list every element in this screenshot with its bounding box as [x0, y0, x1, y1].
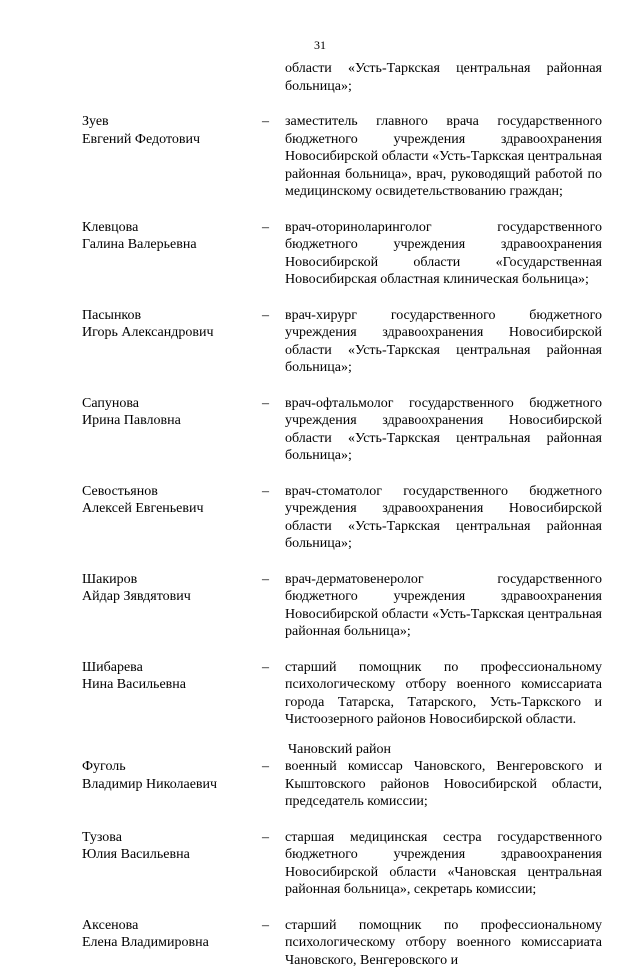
member-name — [82, 113, 252, 148]
member-given-name: Алексей Евгеньевич — [82, 500, 252, 518]
member-name — [82, 571, 252, 606]
member-name — [82, 758, 252, 793]
dash: – — [262, 829, 269, 847]
member-position: врач-офтальмолог государственного бюджетного учреждения здравоохранения Новосибирской области «Усть-Таркская центральная районная больница»; — [285, 395, 602, 465]
member-surname: Севостьянов — [82, 483, 252, 501]
member-surname: Тузова — [82, 829, 252, 847]
member-surname: Клевцова — [82, 219, 252, 237]
member-position: старшая медицинская сестра государственного бюджетного учреждения здравоохранения Новосибирской области «Чановская центральная районная больница», секретарь комиссии; — [285, 829, 602, 899]
member-surname: Сапунова — [82, 395, 252, 413]
dash: – — [262, 219, 269, 237]
member-row — [0, 659, 640, 729]
dash: – — [262, 659, 269, 677]
member-name — [82, 829, 252, 864]
member-given-name: Елена Владимировна — [82, 934, 252, 952]
member-given-name: Владимир Николаевич — [82, 776, 252, 794]
member-row — [0, 483, 640, 553]
member-surname: Зуев — [82, 113, 252, 131]
member-surname: Пасынков — [82, 307, 252, 325]
member-given-name: Галина Валерьевна — [82, 236, 252, 254]
member-row — [0, 307, 640, 377]
member-surname: Шибарева — [82, 659, 252, 677]
dash: – — [262, 571, 269, 589]
member-name — [82, 219, 252, 254]
member-given-name: Евгений Федотович — [82, 131, 252, 149]
dash: – — [262, 113, 269, 131]
dash: – — [262, 917, 269, 935]
member-surname: Шакиров — [82, 571, 252, 589]
member-position: врач-стоматолог государственного бюджетного учреждения здравоохранения Новосибирской области «Усть-Таркская центральная районная больница»; — [285, 483, 602, 553]
member-position: старший помощник по профессиональному психологическому отбору военного комиссариата Чановского, Венгеровского и — [285, 917, 602, 969]
member-position: врач-дерматовенеролог государственного бюджетного учреждения здравоохранения Новосибирской области «Усть-Таркская центральная районная больница»; — [285, 571, 602, 641]
member-position: врач-оториноларинголог государственного бюджетного учреждения здравоохранения Новосибирской области «Государственная Новосибирская областная клиническая больница»; — [285, 219, 602, 289]
member-name — [82, 917, 252, 952]
member-given-name: Айдар Зявдятович — [82, 588, 252, 606]
member-row — [0, 219, 640, 289]
district-heading: Чановский район — [288, 729, 640, 759]
dash: – — [262, 483, 269, 501]
dash: – — [262, 395, 269, 413]
continuation-row — [0, 60, 640, 95]
member-row — [0, 917, 640, 969]
commission-list — [0, 60, 640, 969]
member-given-name: Игорь Александрович — [82, 324, 252, 342]
member-row — [0, 395, 640, 465]
dash: – — [262, 307, 269, 325]
member-row — [0, 829, 640, 899]
member-row — [0, 571, 640, 641]
member-position: военный комиссар Чановского, Венгеровского и Кыштовского районов Новосибирской области, председатель комиссии; — [285, 758, 602, 811]
member-name — [82, 395, 252, 430]
member-position: врач-хирург государственного бюджетного учреждения здравоохранения Новосибирской области «Усть-Таркская центральная районная больница»; — [285, 307, 602, 377]
member-name — [82, 307, 252, 342]
member-row — [0, 113, 640, 201]
member-name — [82, 483, 252, 518]
member-position: заместитель главного врача государственного бюджетного учреждения здравоохранения Новосибирской области «Усть-Таркская центральная районная больница», врач, руководящий работой по медицинскому освидетельствованию граждан; — [285, 113, 602, 201]
continuation-text: области «Усть-Таркская центральная районная больница»; — [285, 60, 602, 95]
member-surname: Фуголь — [82, 758, 252, 776]
member-given-name: Нина Васильевна — [82, 676, 252, 694]
member-row — [0, 758, 640, 811]
member-given-name: Юлия Васильевна — [82, 846, 252, 864]
member-name — [82, 659, 252, 694]
member-surname: Аксенова — [82, 917, 252, 935]
member-position: старший помощник по профессиональному психологическому отбору военного комиссариата города Татарска, Татарского, Усть-Таркского и Чистоозерного районов Новосибирской области. — [285, 659, 602, 729]
page-number: 31 — [0, 38, 640, 53]
dash: – — [262, 758, 269, 776]
member-given-name: Ирина Павловна — [82, 412, 252, 430]
